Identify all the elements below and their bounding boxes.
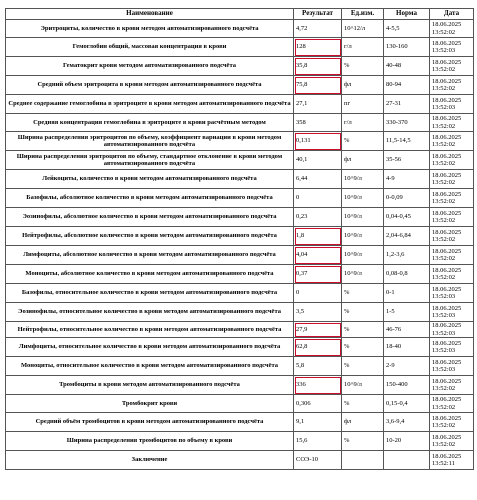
result-cell: 0,131 xyxy=(294,132,342,151)
norm-cell: 0-1 xyxy=(384,284,430,303)
test-name-cell: Нейтрофилы, относительное количество в крови методом автоматизированного подсчёта xyxy=(6,322,294,338)
test-name-cell: Ширина распределения эритроцитов по объему, коэффициент вариации в крови методом автоматизированного подсчёта xyxy=(6,132,294,151)
table-row xyxy=(6,151,474,170)
result-cell: 4,04 xyxy=(294,246,342,265)
test-name-cell: Эозинофилы, абсолютное количество в крови методом автоматизированного подсчёта xyxy=(6,208,294,227)
norm-cell: 46-76 xyxy=(384,322,430,338)
unit-cell: г/л xyxy=(342,38,384,57)
date-cell: 18.06.2025 13:52:02 xyxy=(430,57,474,76)
result-cell: 0,23 xyxy=(294,208,342,227)
norm-cell: 0,15-0,4 xyxy=(384,395,430,413)
date-cell: 18.06.2025 13:52:02 xyxy=(430,189,474,208)
test-name-cell: Лимфоциты, относительное количество в крови методом автоматизированного подсчёта xyxy=(6,338,294,357)
unit-cell: 10^9/л xyxy=(342,265,384,284)
norm-cell: 150-400 xyxy=(384,376,430,395)
date-cell: 18.06.2025 13:52:02 xyxy=(430,132,474,151)
date-cell: 18.06.2025 13:52:02 xyxy=(430,170,474,189)
test-name-cell: Лейкоциты, количество в крови методом автоматизированного подсчёта xyxy=(6,170,294,189)
unit-cell: % xyxy=(342,132,384,151)
unit-cell: 10^9/л xyxy=(342,170,384,189)
result-cell: 6,44 xyxy=(294,170,342,189)
unit-cell: 10^12/л xyxy=(342,20,384,38)
table-row xyxy=(6,170,474,189)
result-cell: 0,37 xyxy=(294,265,342,284)
test-name-cell: Среднее содержание гемоглобина в эритроците в крови методом автоматизированного подсчёта xyxy=(6,95,294,114)
norm-cell: 4-9 xyxy=(384,170,430,189)
norm-cell: 2,04-6,84 xyxy=(384,227,430,246)
date-cell: 18.06.2025 13:52:03 xyxy=(430,95,474,114)
unit-cell: % xyxy=(342,57,384,76)
test-name-cell: Моноциты, абсолютное количество в крови методом автоматизированного подсчёта xyxy=(6,265,294,284)
unit-cell: фл xyxy=(342,151,384,170)
unit-cell: % xyxy=(342,395,384,413)
date-cell: 18.06.2025 13:52:02 xyxy=(430,227,474,246)
date-cell: 18.06.2025 13:52:03 xyxy=(430,303,474,322)
norm-cell: 0,08-0,8 xyxy=(384,265,430,284)
date-cell: 18.06.2025 13:52:02 xyxy=(430,76,474,95)
table-header-row xyxy=(6,9,474,20)
norm-cell: 1-5 xyxy=(384,303,430,322)
test-name-cell: Средняя концентрация гемоглобина в эритроците в крови расчётным методом xyxy=(6,114,294,132)
header-name: Наименование xyxy=(6,9,294,20)
date-cell: 18.06.2025 13:52:03 xyxy=(430,338,474,357)
result-cell: 9,1 xyxy=(294,413,342,432)
test-name-cell: Базофилы, абсолютное количество в крови методом автоматизированного подсчёта xyxy=(6,189,294,208)
table-row xyxy=(6,376,474,395)
date-cell: 18.06.2025 13:52:11 xyxy=(430,451,474,470)
result-cell: 35,8 xyxy=(294,57,342,76)
test-name-cell: Эритроциты, количество в крови методом автоматизированного подсчёта xyxy=(6,20,294,38)
table-row xyxy=(6,357,474,376)
result-cell: 128 xyxy=(294,38,342,57)
test-name-cell: Средний объём тромбоцитов в крови методом автоматизированного подсчёта xyxy=(6,413,294,432)
date-cell: 18.06.2025 13:52:02 xyxy=(430,432,474,451)
table-body xyxy=(6,20,474,470)
table-row xyxy=(6,38,474,57)
table-row xyxy=(6,413,474,432)
norm-cell: 2-9 xyxy=(384,357,430,376)
result-cell: 0,306 xyxy=(294,395,342,413)
norm-cell: 0-0,09 xyxy=(384,189,430,208)
table-row xyxy=(6,227,474,246)
test-name-cell: Гемоглобин общий, массовая концентрация в крови xyxy=(6,38,294,57)
table-row xyxy=(6,284,474,303)
norm-cell: 40-48 xyxy=(384,57,430,76)
result-cell: 62,8 xyxy=(294,338,342,357)
result-cell: 5,8 xyxy=(294,357,342,376)
header-result: Результат xyxy=(294,9,342,20)
result-cell: СОЭ-10 xyxy=(294,451,342,470)
table-row xyxy=(6,395,474,413)
result-cell: 75,8 xyxy=(294,76,342,95)
test-name-cell: Моноциты, относительное количество в крови методом автоматизированного подсчёта xyxy=(6,357,294,376)
table-row xyxy=(6,265,474,284)
date-cell: 18.06.2025 13:52:02 xyxy=(430,208,474,227)
table-row xyxy=(6,95,474,114)
unit-cell: фл xyxy=(342,76,384,95)
norm-cell: 3,6-9,4 xyxy=(384,413,430,432)
table-row xyxy=(6,57,474,76)
result-cell: 27,9 xyxy=(294,322,342,338)
test-name-cell: Тромбокрит крови xyxy=(6,395,294,413)
test-name-cell: Тромбоциты в крови методом автоматизированного подсчёта xyxy=(6,376,294,395)
unit-cell: фл xyxy=(342,413,384,432)
date-cell: 18.06.2025 13:52:02 xyxy=(430,114,474,132)
unit-cell: % xyxy=(342,357,384,376)
test-name-cell: Средний объем эритроцита в крови методом автоматизированного подсчёта xyxy=(6,76,294,95)
test-name-cell: Нейтрофилы, абсолютное количество в крови методом автоматизированного подсчёта xyxy=(6,227,294,246)
table-row xyxy=(6,432,474,451)
norm-cell: 80-94 xyxy=(384,76,430,95)
norm-cell: 330-370 xyxy=(384,114,430,132)
result-cell: 4,72 xyxy=(294,20,342,38)
test-name-cell: Эозинофилы, относительное количество в крови методом автоматизированного подсчёта xyxy=(6,303,294,322)
test-name-cell: Ширина распределения тромбоцитов по объему в крови xyxy=(6,432,294,451)
table-row xyxy=(6,114,474,132)
unit-cell: % xyxy=(342,338,384,357)
result-cell: 0 xyxy=(294,284,342,303)
norm-cell: 0,04-0,45 xyxy=(384,208,430,227)
date-cell: 18.06.2025 13:52:03 xyxy=(430,322,474,338)
unit-cell: 10^9/л xyxy=(342,189,384,208)
header-date: Дата xyxy=(430,9,474,20)
norm-cell: 1,2-3,6 xyxy=(384,246,430,265)
table-row xyxy=(6,303,474,322)
result-cell: 40,1 xyxy=(294,151,342,170)
date-cell: 18.06.2025 13:52:02 xyxy=(430,395,474,413)
date-cell: 18.06.2025 13:52:02 xyxy=(430,413,474,432)
date-cell: 18.06.2025 13:52:02 xyxy=(430,151,474,170)
unit-cell: % xyxy=(342,284,384,303)
norm-cell: 18-40 xyxy=(384,338,430,357)
unit-cell: 10^9/л xyxy=(342,246,384,265)
norm-cell: 10-20 xyxy=(384,432,430,451)
unit-cell: % xyxy=(342,432,384,451)
test-name-cell: Гематокрит крови методом автоматизированного подсчёта xyxy=(6,57,294,76)
norm-cell xyxy=(384,451,430,470)
table-row xyxy=(6,246,474,265)
result-cell: 0 xyxy=(294,189,342,208)
norm-cell: 27-31 xyxy=(384,95,430,114)
table-row xyxy=(6,76,474,95)
test-name-cell: Заключение xyxy=(6,451,294,470)
unit-cell: 10^9/л xyxy=(342,208,384,227)
unit-cell: г/л xyxy=(342,114,384,132)
norm-cell: 130-160 xyxy=(384,38,430,57)
date-cell: 18.06.2025 13:52:02 xyxy=(430,246,474,265)
lab-results-table xyxy=(5,8,474,470)
table-row xyxy=(6,451,474,470)
result-cell: 27,1 xyxy=(294,95,342,114)
unit-cell xyxy=(342,451,384,470)
norm-cell: 4-5,5 xyxy=(384,20,430,38)
date-cell: 18.06.2025 13:52:03 xyxy=(430,357,474,376)
result-cell: 336 xyxy=(294,376,342,395)
test-name-cell: Лимфоциты, абсолютное количество в крови методом автоматизированного подсчёта xyxy=(6,246,294,265)
date-cell: 18.06.2025 13:52:02 xyxy=(430,376,474,395)
header-unit: Ед.изм. xyxy=(342,9,384,20)
norm-cell: 11,5-14,5 xyxy=(384,132,430,151)
date-cell: 18.06.2025 13:52:03 xyxy=(430,284,474,303)
result-cell: 3,5 xyxy=(294,303,342,322)
test-name-cell: Базофилы, относительное количество в крови методом автоматизированного подсчёта xyxy=(6,284,294,303)
header-norm: Норма xyxy=(384,9,430,20)
date-cell: 18.06.2025 13:52:03 xyxy=(430,38,474,57)
date-cell: 18.06.2025 13:52:02 xyxy=(430,20,474,38)
table-row xyxy=(6,189,474,208)
unit-cell: 10^9/л xyxy=(342,227,384,246)
table-row xyxy=(6,338,474,357)
test-name-cell: Ширина распределения эритроцитов по объему, стандартное отклонение в крови методом автоматизированного подсчёта xyxy=(6,151,294,170)
table-row xyxy=(6,208,474,227)
date-cell: 18.06.2025 13:52:02 xyxy=(430,265,474,284)
result-cell: 15,6 xyxy=(294,432,342,451)
table-row xyxy=(6,132,474,151)
unit-cell: % xyxy=(342,322,384,338)
result-cell: 358 xyxy=(294,114,342,132)
result-cell: 1,8 xyxy=(294,227,342,246)
table-row xyxy=(6,322,474,338)
unit-cell: 10^9/л xyxy=(342,376,384,395)
unit-cell: % xyxy=(342,303,384,322)
unit-cell: пг xyxy=(342,95,384,114)
table-row xyxy=(6,20,474,38)
norm-cell: 35-56 xyxy=(384,151,430,170)
